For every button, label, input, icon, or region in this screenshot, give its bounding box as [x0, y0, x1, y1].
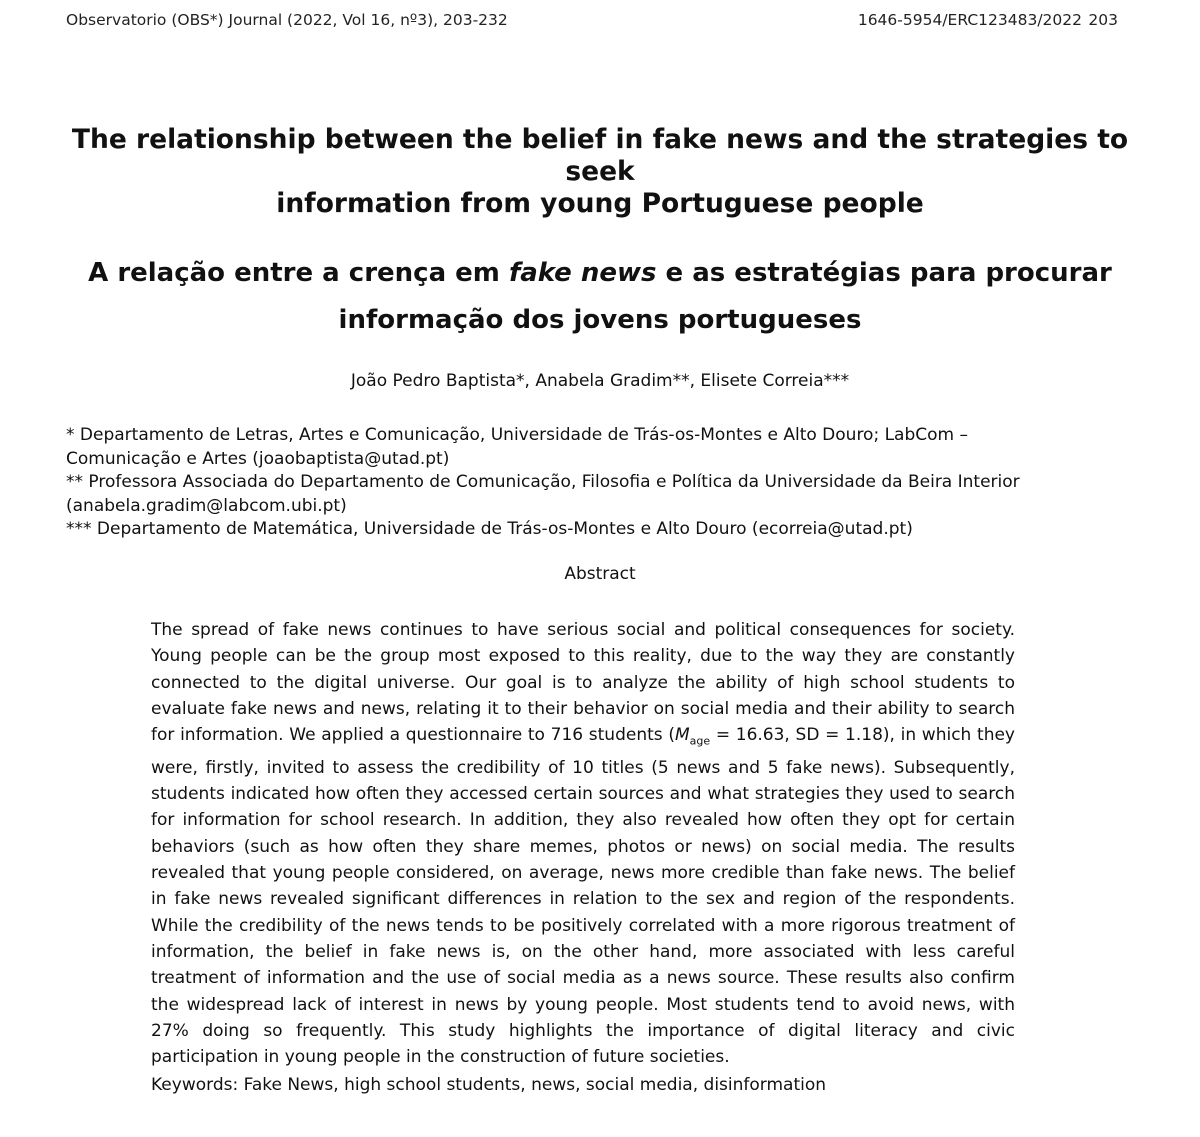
- portuguese-title-part-2: e as estratégias para procurar: [656, 258, 1112, 288]
- affiliation-2: ** Professora Associada do Departamento de Comunicação, Filosofia e Política da Universidade da Beira Interior (anabela.gradim@labcom.ubi.pt): [66, 472, 1020, 516]
- english-title: [40, 124, 1160, 220]
- portuguese-title-line-2: informação dos jovens portugueses: [338, 305, 862, 335]
- portuguese-title-part-1: A relação entre a crença em: [88, 258, 509, 288]
- english-title-line-1: The relationship between the belief in fake news and the strategies to seek: [71, 124, 1129, 187]
- page-number: 203: [1088, 11, 1118, 29]
- journal-citation: Observatorio (OBS*) Journal (2022, Vol 16, nº3), 203-232: [66, 11, 508, 29]
- stat-subscript: age: [689, 734, 711, 748]
- english-title-line-2: information from young Portuguese people: [276, 188, 924, 219]
- abstract-text-part-2: = 16.63, SD = 1.18), in which they were, firstly, invited to assess the credibility of 10 titles (5 news and 5 fake news). Subsequently, students indicated how often they accessed certain sources and what strategies they used to search for information for school research. In addition, they also revealed how often they opt for certain behaviors (such as how often they share memes, photos or news) on social media. The results revealed that young people considered, on average, news more credible than fake news. The belief in fake news revealed significant differences in relation to the sex and region of the respondents. While the credibility of the news tends to be positively correlated with a more rigorous treatment of information, the belief in fake news is, on the other hand, more associated with less careful treatment of information and the use of social media as a news source. These results also confirm the widespread lack of interest in news by young people. Most students tend to avoid news, with 27% doing so frequently. This study highlights the importance of digital literacy and civic participation in young people in the construction of future societies.: [151, 725, 1015, 1068]
- keywords: Keywords: Fake News, high school students, news, social media, disinformation: [151, 1075, 827, 1095]
- affiliation-3: *** Departamento de Matemática, Universidade de Trás-os-Montes e Alto Douro (ecorreia@utad.pt): [66, 519, 913, 539]
- affiliation-1: * Departamento de Letras, Artes e Comunicação, Universidade de Trás-os-Montes e Alto Douro; LabCom – Comunicação e Artes (joaobaptista@utad.pt): [66, 425, 969, 469]
- abstract-body: [151, 617, 1015, 1070]
- author-list: João Pedro Baptista*, Anabela Gradim**, Elisete Correia***: [350, 371, 850, 391]
- portuguese-title: [40, 250, 1160, 344]
- affiliations: [66, 424, 1050, 542]
- stat-symbol: M: [674, 725, 690, 746]
- abstract-text-part-1: The spread of fake news continues to have serious social and political consequences for society. Young people can be the group most exposed to this reality, due to the way they are constantly connected to the digital universe. Our goal is to analyze the ability of high school students to evaluate fake news and news, relating it to their behavior on social media and their ability to search for information. We applied a questionnaire to 716 students (: [151, 620, 1015, 746]
- portuguese-title-line-1: [40, 250, 1160, 297]
- issn-code: 1646-5954/ERC123483/2022: [857, 11, 1082, 29]
- abstract-heading: Abstract: [564, 564, 636, 584]
- portuguese-title-italic: fake news: [508, 258, 657, 288]
